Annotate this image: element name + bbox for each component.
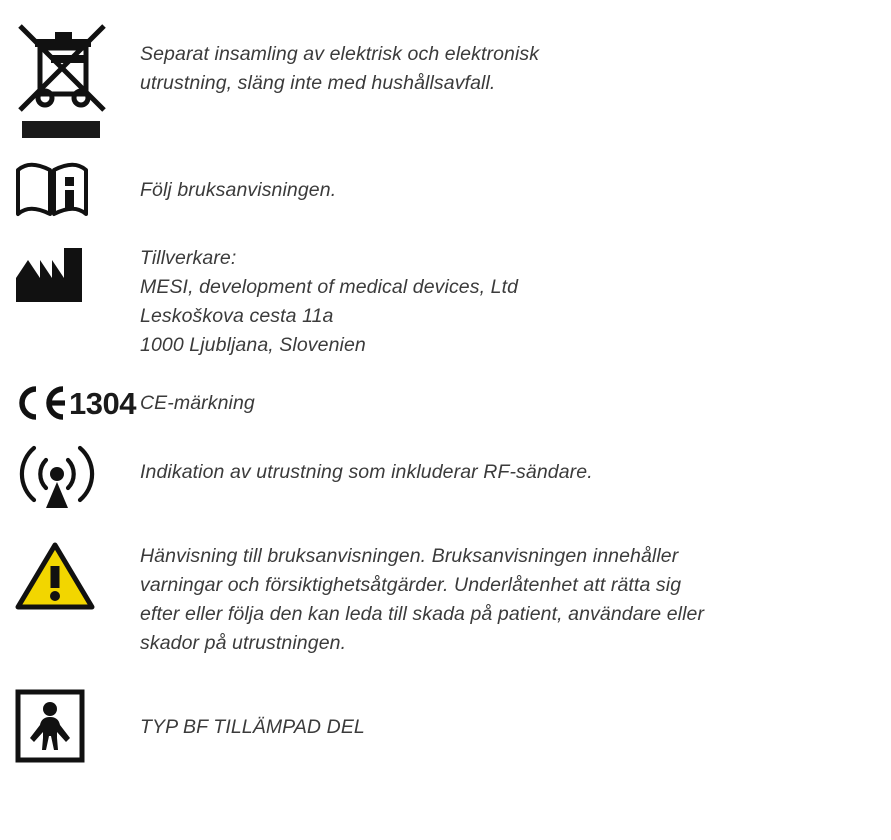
icon-cell-rf-transmitter <box>0 442 140 512</box>
symbol-description-warning <box>140 540 891 658</box>
icon-cell-warning <box>0 540 140 612</box>
text-line: MESI, development of medical devices, Ltd <box>140 276 519 298</box>
text-line: Separat insamling av elektrisk och elektronisk <box>140 43 540 65</box>
ce-notified-body-number: 1304 <box>69 385 136 421</box>
consult-instructions-for-use-icon <box>14 160 90 222</box>
text-line: TYP BF TILLÄMPAD DEL <box>140 716 365 738</box>
ce-marking-icon <box>14 386 136 420</box>
weee-crossed-out-wheelie-bin-icon <box>14 18 110 138</box>
symbol-description-ce-marking <box>140 386 891 418</box>
text-line: CE-märkning <box>140 392 255 414</box>
text-line: Indikation av utrustning som inkluderar RF-sändare. <box>140 461 593 483</box>
text-line: utrustning, släng inte med hushållsavfall. <box>140 72 496 94</box>
symbol-legend-table <box>0 18 891 764</box>
symbol-description-type-bf <box>140 688 891 742</box>
symbol-row-instructions <box>0 160 891 222</box>
symbol-row-manufacturer <box>0 244 891 360</box>
warning-triangle-icon <box>14 540 96 612</box>
text-line: efter eller följa den kan leda till skada på patient, användare eller <box>140 603 705 625</box>
text-line: skador på utrustningen. <box>140 632 347 654</box>
text-line: Hänvisning till bruksanvisningen. Bruksanvisningen innehåller <box>140 545 679 567</box>
symbol-row-weee <box>0 18 891 138</box>
text-line: varningar och försiktighetsåtgärder. Underlåtenhet att rätta sig <box>140 574 682 596</box>
icon-cell-instructions <box>0 160 140 222</box>
text-line: 1000 Ljubljana, Slovenien <box>140 334 366 356</box>
symbol-row-ce-marking <box>0 386 891 420</box>
manufacturer-factory-icon <box>14 244 90 306</box>
symbol-description-weee <box>140 18 891 98</box>
symbol-description-manufacturer <box>140 244 891 360</box>
type-bf-applied-part-icon <box>14 688 86 764</box>
text-line: Tillverkare: <box>140 247 237 269</box>
icon-cell-manufacturer <box>0 244 140 306</box>
text-line: Leskoškova cesta 11a <box>140 305 334 327</box>
symbol-description-instructions <box>140 160 891 205</box>
symbol-description-rf-transmitter <box>140 442 891 487</box>
icon-cell-type-bf <box>0 688 140 764</box>
weee-solid-bar <box>22 121 100 138</box>
symbol-row-warning <box>0 540 891 658</box>
symbol-row-type-bf <box>0 688 891 764</box>
symbol-row-rf-transmitter <box>0 442 891 512</box>
rf-transmitter-icon <box>14 442 100 512</box>
text-line: Följ bruksanvisningen. <box>140 179 337 201</box>
icon-cell-ce-marking <box>0 386 140 420</box>
icon-cell-weee <box>0 18 140 138</box>
